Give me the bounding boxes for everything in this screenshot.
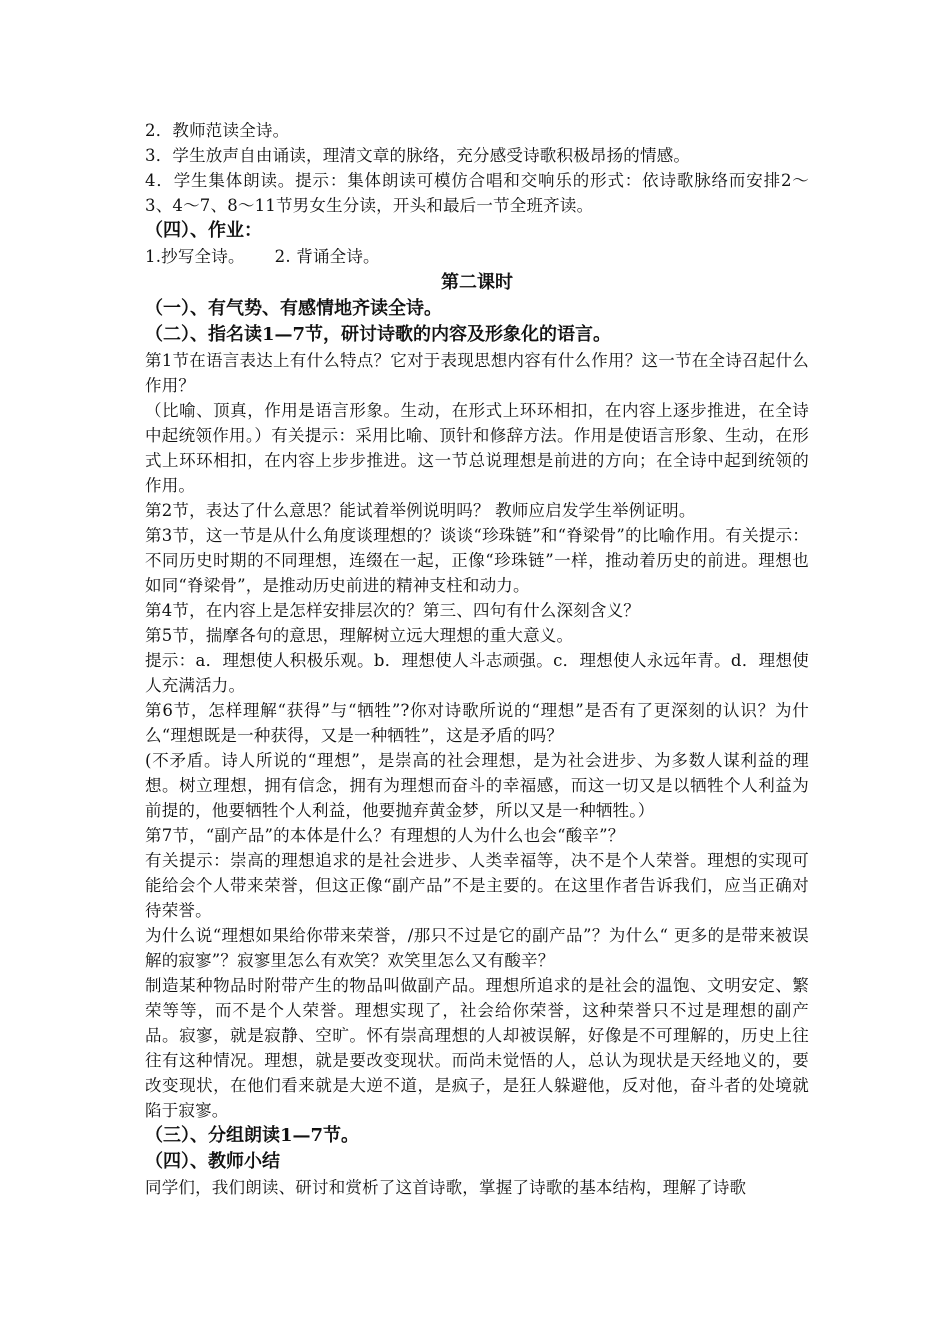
paragraph: 第6节，怎样理解“获得”与“牺牲”?你对诗歌所说的“理想”是否有了更深刻的认识？为什么“理想既是一种获得，又是一种牺牲”，这是矛盾的吗？ <box>145 701 809 745</box>
lesson-title: 第二课时 <box>441 272 513 293</box>
paragraph: (不矛盾。诗人所说的“理想”，是崇高的社会理想，是为社会进步、为多数人谋利益的理想。树立理想，拥有信念，拥有为理想而奋斗的幸福感，而这一切又是以牺牲个人利益为前提的，他要牺牲个人利益，他要抛弃黄金梦，所以又是一种牺牲。） <box>145 751 809 820</box>
paragraph: 第7节，“副产品”的本体是什么？有理想的人为什么也会“酸辛”？ <box>145 826 625 845</box>
homework-heading: （四）、作业： <box>145 220 262 241</box>
paragraph: 第4节，在内容上是怎样安排层次的？第三、四句有什么深刻含义？ <box>145 601 640 620</box>
paragraph: 第5节，揣摩各句的意思，理解树立远大理想的重大意义。 <box>145 626 574 645</box>
section-heading: （一）、有气势、有感情地齐读全诗。 <box>145 298 442 319</box>
section-heading: （三）、分组朗读1—7节。 <box>145 1125 360 1146</box>
paragraph: 3．学生放声自由诵读，理清文章的脉络，充分感受诗歌积极昂扬的情感。 <box>145 146 691 165</box>
paragraph: 第1节在语言表达上有什么特点？它对于表现思想内容有什么作用？这一节在全诗召起什么作用？ <box>145 351 809 395</box>
closing-paragraph: 同学们，我们朗读、研讨和赏析了这首诗歌，掌握了诗歌的基本结构，理解了诗歌 <box>145 1178 747 1197</box>
section-heading: （四）、教师小结 <box>145 1151 280 1172</box>
paragraph: 第2节，表达了什么意思？能试着举例说明吗？ 教师应启发学生举例证明。 <box>145 501 696 520</box>
section-heading: （二）、指名读1—7节，研讨诗歌的内容及形象化的语言。 <box>145 324 612 345</box>
paragraph: 为什么说“理想如果给你带来荣誉，/那只不过是它的副产品”？为什么“ 更多的是带来被误解的寂寥”？寂寥里怎么有欢笑？欢笑里怎么又有酸辛？ <box>145 926 809 970</box>
homework-item: 2. 背诵全诗。 <box>274 247 380 266</box>
paragraph: 提示：a．理想使人积极乐观。b．理想使人斗志顽强。c．理想使人永远年青。d．理想使人充满活力。 <box>145 651 809 695</box>
paragraph: 2．教师范读全诗。 <box>145 121 290 140</box>
homework-line <box>145 244 809 269</box>
paragraph: （比喻、顶真，作用是语言形象。生动，在形式上环环相扣，在内容上逐步推进，在全诗中起统领作用。）有关提示：采用比喻、顶针和修辞方法。作用是使语言形象、生动，在形式上环环相扣，在内容上步步推进。这一节总说理想是前进的方向；在全诗中起到统领的作用。 <box>145 401 809 495</box>
paragraph: 第3节，这一节是从什么角度谈理想的？谈谈“珍珠链”和“脊梁骨”的比喻作用。有关提示：不同历史时期的不同理想，连缀在一起，正像“珍珠链”一样，推动着历史的前进。理想也如同“脊梁骨”，是推动历史前进的精神支柱和动力。 <box>145 526 809 595</box>
paragraph: 有关提示：崇高的理想追求的是社会进步、人类幸福等，决不是个人荣誉。理想的实现可能给会个人带来荣誉，但这正像“副产品”不是主要的。在这里作者告诉我们，应当正确对待荣誉。 <box>145 851 809 920</box>
paragraph: 制造某种物品时附带产生的物品叫做副产品。理想所追求的是社会的温饱、文明安定、繁荣等等，而不是个人荣誉。理想实现了，社会给你荣誉，这种荣誉只不过是理想的副产品。寂寥，就是寂静、空旷。怀有崇高理想的人却被误解，好像是不可理解的，历史上往往有这种情况。理想，就是要改变现状。而尚未觉悟的人，总认为现状是天经地义的，要改变现状，在他们看来就是大逆不道，是疯子，是狂人躲避他，反对他，奋斗者的处境就陷于寂寥。 <box>145 976 809 1120</box>
paragraph: 4．学生集体朗读。提示：集体朗读可模仿合唱和交响乐的形式：依诗歌脉络而安排2～3、4～7、8～11节男女生分读，开头和最后一节全班齐读。 <box>145 171 809 215</box>
homework-item: 1.抄写全诗。 <box>145 247 245 266</box>
document-body <box>145 118 809 1200</box>
